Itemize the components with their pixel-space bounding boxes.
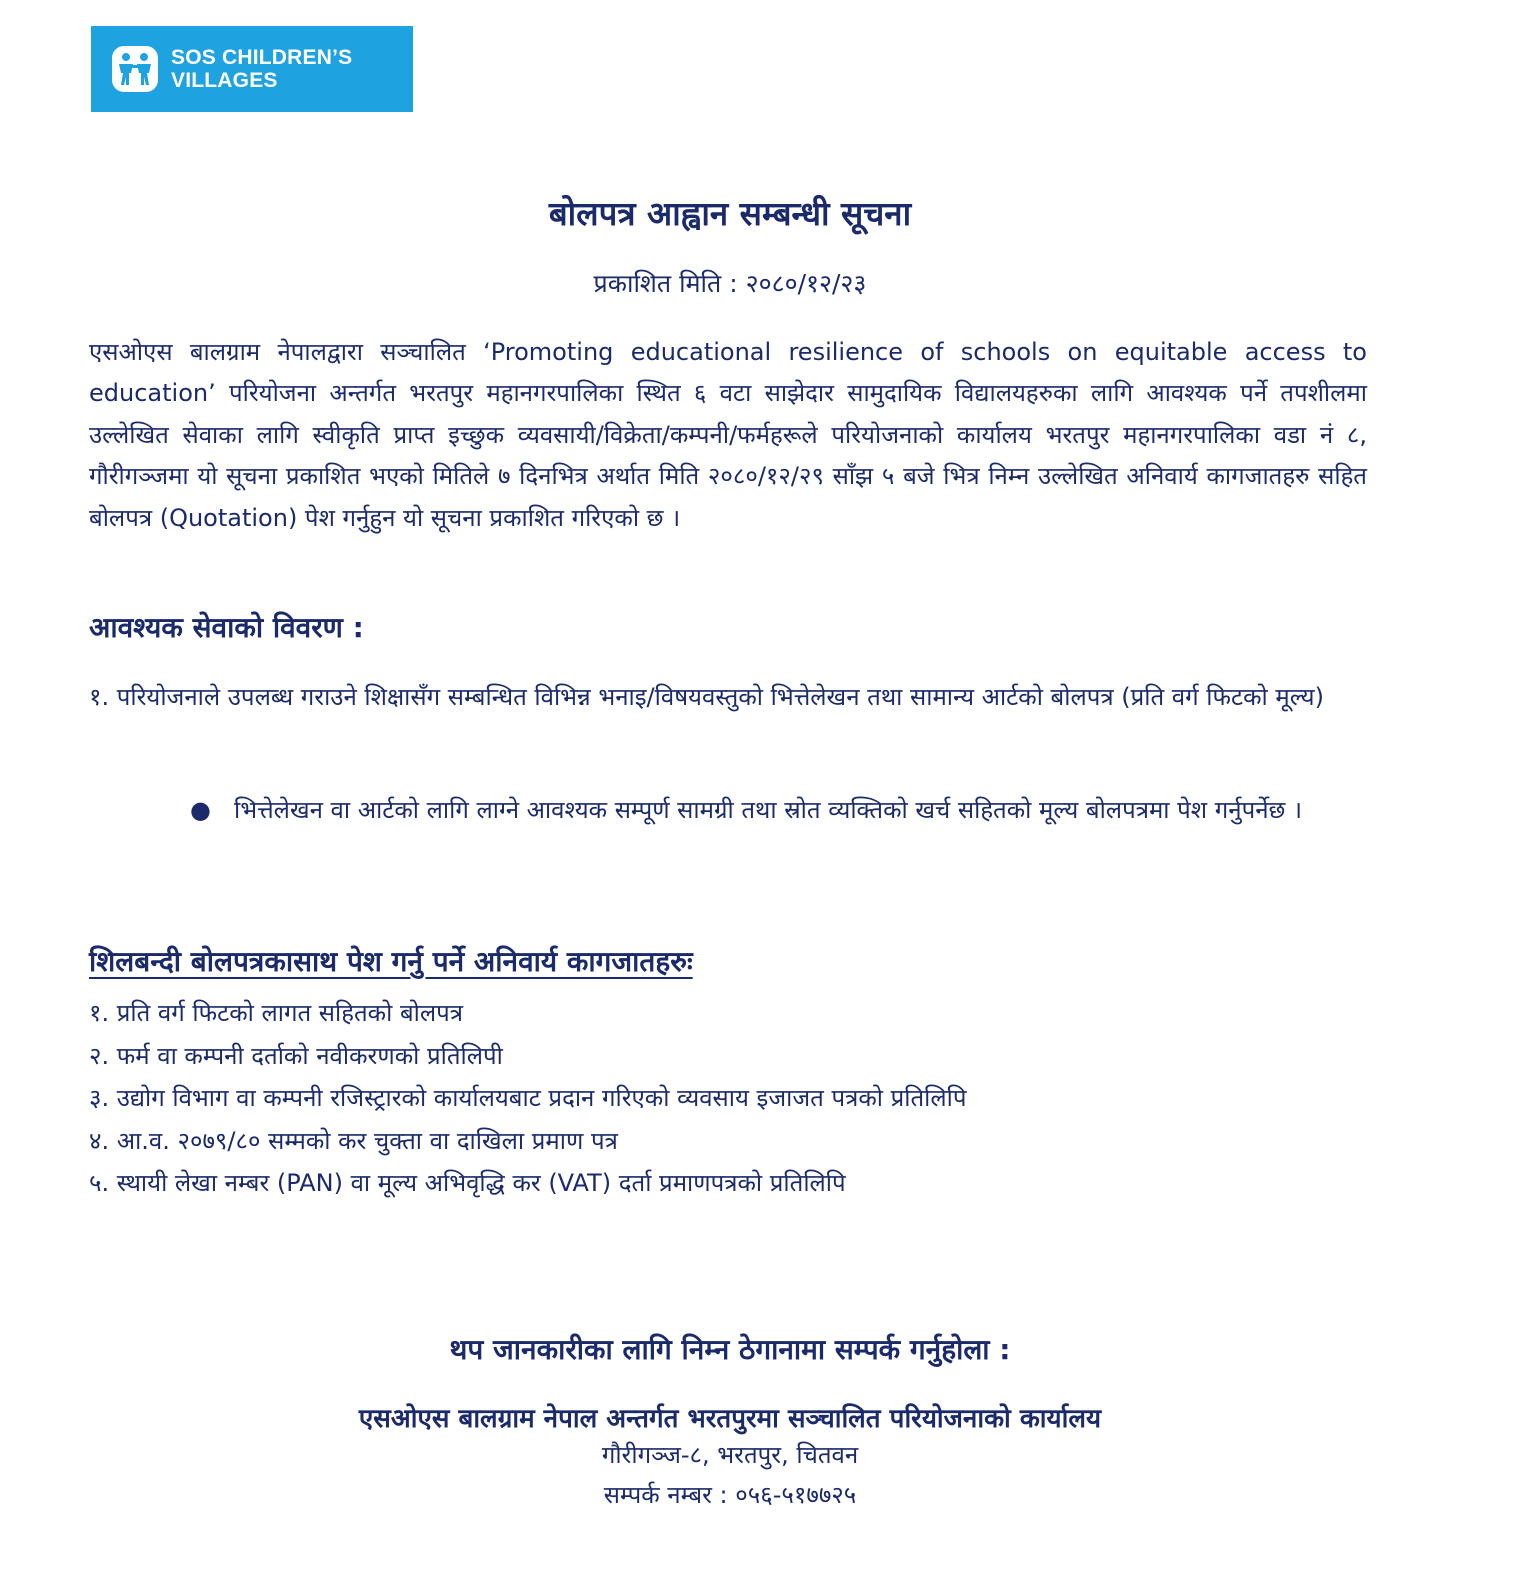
service-item-1: १. परियोजनाले उपलब्ध गराउने शिक्षासँग सम्बन्धित विभिन्न भनाइ/विषयवस्तुको भित्तेलेखन तथा सामान्य आर्टको बोलपत्र (प्रति वर्ग फिटको मूल्य) xyxy=(89,683,1324,711)
logo-line-2: VILLAGES xyxy=(171,69,278,92)
list-item: ५. स्थायी लेखा नम्बर (PAN) वा मूल्य अभिवृद्धि कर (VAT) दर्ता प्रमाणपत्रको प्रतिलिपि xyxy=(89,1169,846,1197)
service-bullet xyxy=(190,789,1367,831)
services-heading: आवश्यक सेवाको विवरण : xyxy=(89,611,364,644)
contact-heading: थप जानकारीका लागि निम्न ठेगानामा सम्पर्क गर्नुहोला : xyxy=(449,1333,1011,1366)
service-bullet-text: भित्तेलेखन वा आर्टको लागि लाग्ने आवश्यक सम्पूर्ण सामग्री तथा स्रोत व्यक्तिको खर्च सहितको मूल्य बोलपत्रमा पेश गर्नुपर्नेछ । xyxy=(234,796,1303,824)
bullet-icon: ● xyxy=(190,796,211,824)
sos-logo xyxy=(91,26,413,112)
office-address: गौरीगञ्ज-८, भरतपुर, चितवन xyxy=(601,1441,859,1469)
intro-paragraph: एसओएस बालग्राम नेपालद्वारा सञ्चालित ‘Promoting educational resilience of schools on equitable access to education’ परियोजना अन्तर्गत भरतपुर महानगरपालिका स्थित ६ वटा साझेदार सामुदायिक विद्यालयहरुका लागि आवश्यक पर्ने तपशीलमा उल्लेखित सेवाका लागि स्वीकृति प्राप्त इच्छुक व्यवसायी/विक्रेता/कम्पनी/फर्महरूले परियोजनाको कार्यालय भरतपुर महानगरपालिका वडा नं ८, गौरीगञ्जमा यो सूचना प्रकाशित भएको मितिले ७ दिनभित्र अर्थात मिति २०८०/१२/२९ साँझ ५ बजे भित्र निम्न उल्लेखित अनिवार्य कागजातहरु सहित बोलपत्र (Quotation) पेश गर्नुहुन यो सूचना प्रकाशित गरिएको छ । xyxy=(89,338,1367,532)
logo-line-1: SOS CHILDREN’S xyxy=(171,46,353,69)
published-date: प्रकाशित मिति : २०८०/१२/२३ xyxy=(593,269,867,298)
contact-number: सम्पर्क नम्बर : ०५६-५१७७२५ xyxy=(603,1481,857,1509)
list-item: ४. आ.व. २०७९/८० सम्मको कर चुक्ता वा दाखिला प्रमाण पत्र xyxy=(89,1126,618,1155)
list-item: १. प्रति वर्ग फिटको लागत सहितको बोलपत्र xyxy=(89,999,464,1027)
documents-heading: शिलबन्दी बोलपत्रकासाथ पेश गर्नु पर्ने अनिवार्य कागजातहरुः xyxy=(89,945,693,978)
office-name: एसओएस बालग्राम नेपाल अन्तर्गत भरतपुरमा सञ्चालित परियोजनाको कार्यालय xyxy=(358,1404,1102,1434)
list-item: ३. उद्योग विभाग वा कम्पनी रजिस्ट्रारको कार्यालयबाट प्रदान गरिएको व्यवसाय इजाजत पत्रको प्रतिलिपि xyxy=(89,1084,967,1112)
list-item: २. फर्म वा कम्पनी दर्ताको नवीकरणको प्रतिलिपी xyxy=(89,1041,503,1070)
logo-wordmark xyxy=(171,46,352,92)
page-title: बोलपत्र आह्वान सम्बन्धी सूचना xyxy=(548,194,912,233)
sos-children-icon xyxy=(112,46,158,92)
documents-list xyxy=(89,992,967,1205)
